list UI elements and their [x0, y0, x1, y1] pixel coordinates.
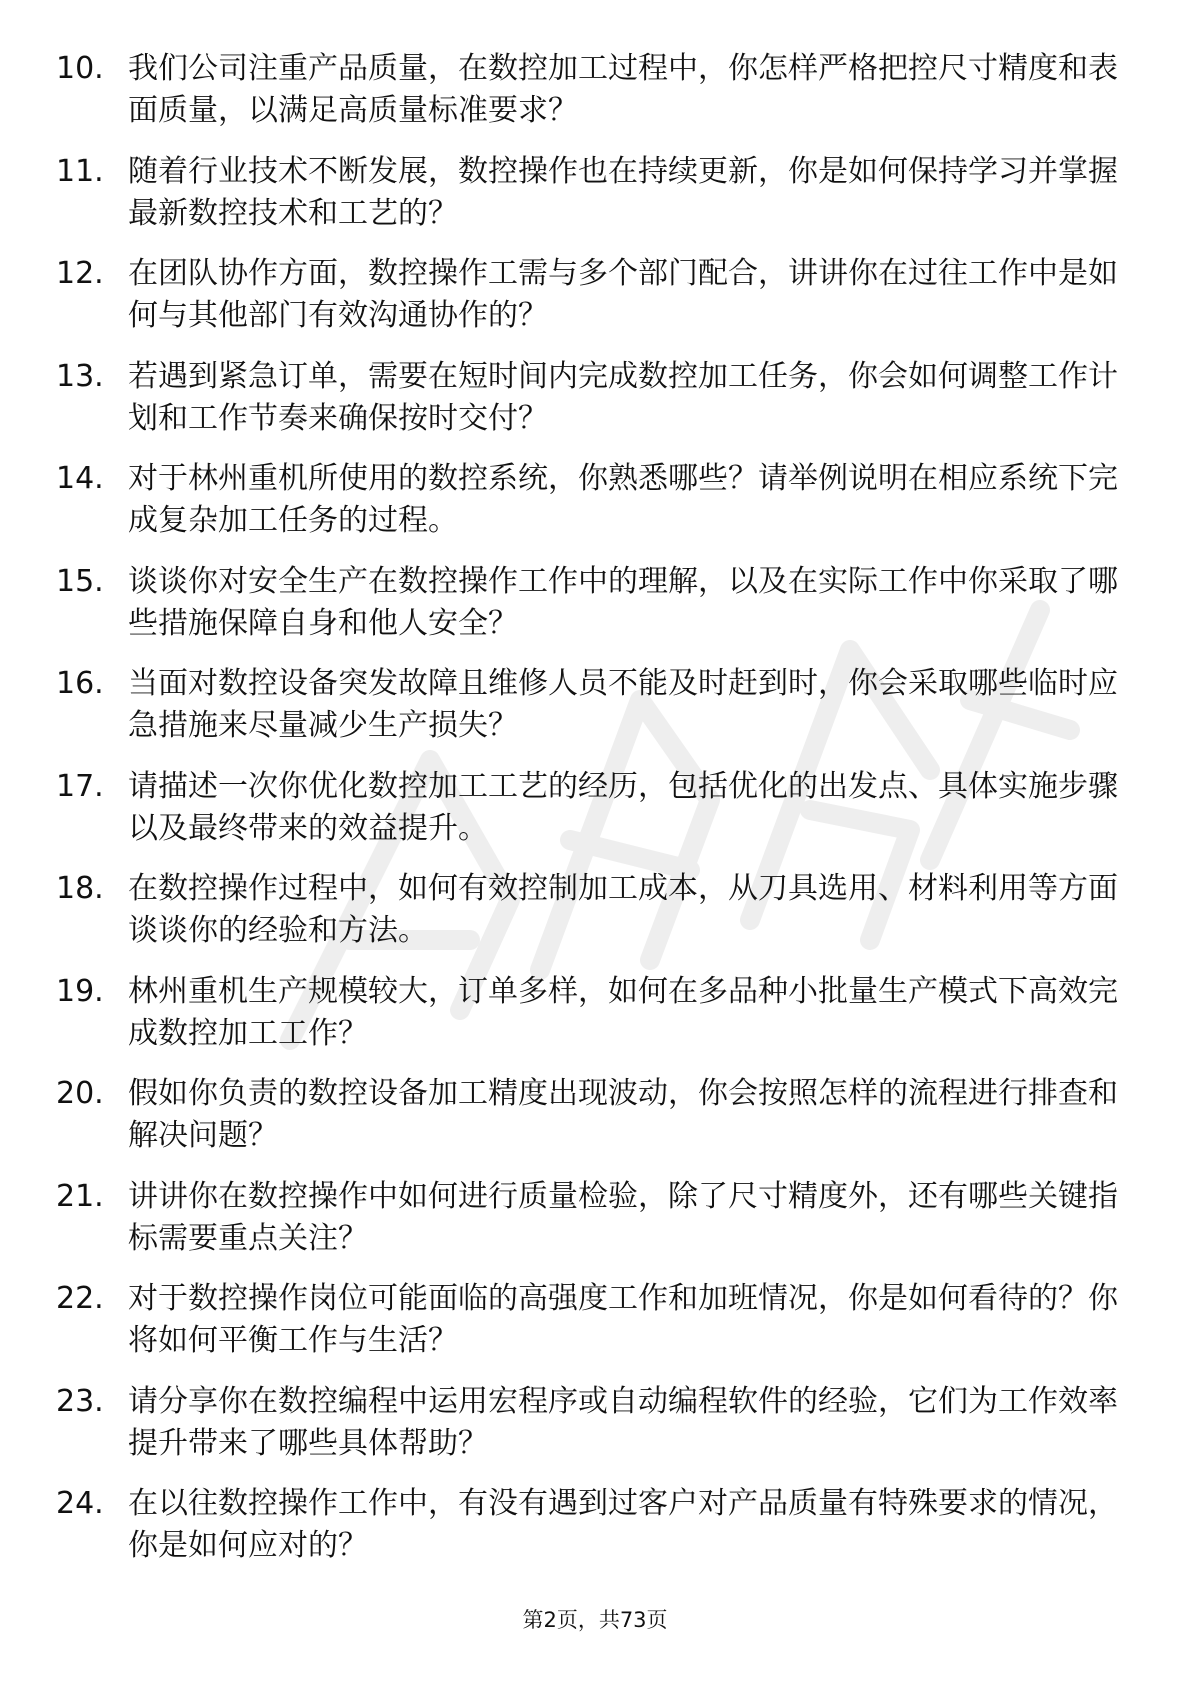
question-number: 20.	[56, 1076, 104, 1111]
list-item	[0, 253, 1190, 356]
list-item	[0, 766, 1190, 869]
list-item	[0, 561, 1190, 664]
question-number: 19.	[56, 973, 104, 1009]
question-text: 当面对数控设备突发故障且维修人员不能及时赶到时，你会采取哪些临时应急措施来尽量减少生产损失？	[128, 666, 1118, 743]
question-text: 讲讲你在数控操作中如何进行质量检验，除了尺寸精度外，还有哪些关键指标需要重点关注？	[128, 1178, 1118, 1256]
list-item	[0, 1073, 1190, 1176]
question-text: 林州重机生产规模较大，订单多样，如何在多品种小批量生产模式下高效完成数控加工工作？	[128, 973, 1118, 1051]
question-text: 请分享你在数控编程中运用宏程序或自动编程软件的经验，它们为工作效率提升带来了哪些具体帮助？	[128, 1383, 1118, 1461]
question-text: 请描述一次你优化数控加工工艺的经历，包括优化的出发点、具体实施步骤以及最终带来的效益提升。	[128, 768, 1118, 846]
list-item	[0, 48, 1190, 151]
question-text: 对于林州重机所使用的数控系统，你熟悉哪些？请举例说明在相应系统下完成复杂加工任务的过程。	[128, 461, 1118, 538]
question-text: 在团队协作方面，数控操作工需与多个部门配合，讲讲你在过往工作中是如何与其他部门有效沟通协作的？	[128, 256, 1118, 333]
list-item	[0, 868, 1190, 971]
question-number: 15.	[56, 563, 104, 599]
question-number: 11.	[56, 153, 104, 189]
question-number: 21.	[56, 1178, 104, 1214]
question-number: 10.	[56, 51, 104, 86]
question-number: 23.	[56, 1383, 104, 1419]
question-number: 14.	[56, 461, 104, 496]
list-item	[0, 458, 1190, 561]
question-text: 若遇到紧急订单，需要在短时间内完成数控加工任务，你会如何调整工作计划和工作节奏来确保按时交付？	[128, 358, 1118, 436]
question-text: 对于数控操作岗位可能面临的高强度工作和加班情况，你是如何看待的？你将如何平衡工作与生活？	[128, 1281, 1118, 1358]
question-number: 17.	[56, 768, 104, 804]
question-text: 在数控操作过程中，如何有效控制加工成本，从刀具选用、材料利用等方面谈谈你的经验和方法。	[128, 871, 1118, 948]
list-item	[0, 151, 1190, 254]
list-item	[0, 1483, 1190, 1586]
question-number: 18.	[56, 871, 104, 906]
question-number: 12.	[56, 256, 104, 291]
list-item	[0, 971, 1190, 1074]
question-text: 在以往数控操作工作中，有没有遇到过客户对产品质量有特殊要求的情况，你是如何应对的？	[128, 1486, 1118, 1563]
question-text: 假如你负责的数控设备加工精度出现波动，你会按照怎样的流程进行排查和解决问题？	[128, 1076, 1118, 1153]
question-text: 随着行业技术不断发展，数控操作也在持续更新，你是如何保持学习并掌握最新数控技术和工艺的？	[128, 153, 1118, 231]
question-number: 13.	[56, 358, 104, 394]
page-footer: 第2页，共73页	[522, 1608, 668, 1632]
list-item	[0, 1176, 1190, 1279]
question-text: 谈谈你对安全生产在数控操作工作中的理解，以及在实际工作中你采取了哪些措施保障自身和他人安全？	[128, 563, 1118, 641]
question-list	[0, 48, 1190, 1586]
question-number: 22.	[56, 1281, 104, 1316]
question-number: 24.	[56, 1486, 104, 1521]
question-text: 我们公司注重产品质量，在数控加工过程中，你怎样严格把控尺寸精度和表面质量，以满足高质量标准要求？	[128, 51, 1118, 128]
list-item	[0, 1278, 1190, 1381]
list-item	[0, 663, 1190, 766]
list-item	[0, 1381, 1190, 1484]
question-number: 16.	[56, 666, 104, 701]
list-item	[0, 356, 1190, 459]
